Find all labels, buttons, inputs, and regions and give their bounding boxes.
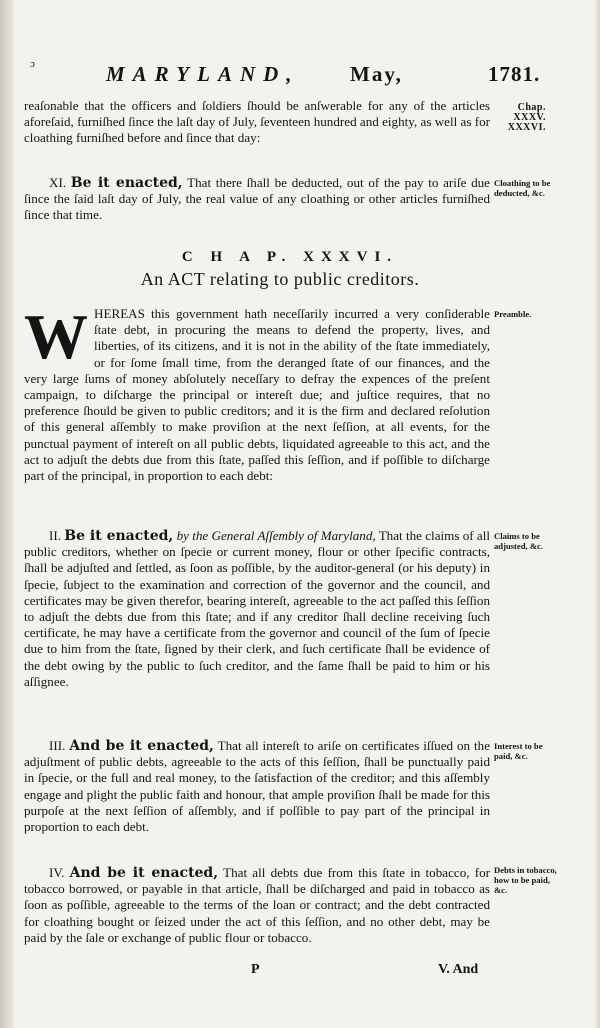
section-iii (24, 738, 490, 835)
section-number: IV. (49, 865, 65, 880)
enacting-authority: by the General Aſſembly of Maryland, (176, 528, 376, 543)
section-text: That the claims of all public creditors, whether on ſpecie or current money, flour or other ſpecific contracts, ſhall be adjuſted and ſettled, as ſoon as poſſible, by the auditor-general (or his deputy) in ſpecie, ſubject to the examination and correction of the governor and the council, and certificates may be given therefor, bearing intereſt, agreeable to the act paſſed this ſeſſion to adjuſt the debts due from this ſtate; and if any creditor ſhall decline receiving ſuch certificate, he may have a certificate from the governor and council of the ſum of ſpecie due to him from the ſtate, ſigned by their clerk, and ſuch certificate ſhall be evidence of the debt owing by the public to ſuch creditor, and the ſame ſhall be paid to him or his aſſignee. (24, 528, 490, 689)
enacting-clause: Be it enacted, (64, 528, 174, 544)
section-number: II. (49, 528, 61, 543)
continuation-paragraph: reaſonable that the officers and ſoldiers ſhould be anſwerable for any of the articles aforeſaid, furniſhed ſince the laſt day of July, ſeventeen hundred and eighty, as well as for cloathing furniſhed before and ſince that day: (24, 98, 490, 146)
header-state: MARYLAND, (106, 62, 300, 86)
section-number: III. (49, 738, 66, 753)
section-xi (24, 175, 490, 224)
margin-note-interest: Interest to be paid, &c. (494, 741, 543, 761)
section-text: That there ſhall be deducted, out of the pay to ariſe due ſince the ſaid laſt day of July, the real value of any cloathing or other articles furniſhed ſince that time. (24, 175, 490, 223)
enacting-clause: And be it enacted, (69, 865, 219, 881)
page-gutter-shadow (0, 0, 14, 1028)
catchword: V. And (438, 962, 479, 977)
preamble-paragraph (24, 301, 490, 484)
running-header (106, 62, 574, 88)
header-month: May, (350, 62, 403, 86)
page-edge (594, 0, 600, 1028)
signature-mark: P (251, 962, 260, 977)
enacting-clause: Be it enacted, (70, 175, 183, 191)
drop-cap: W (24, 301, 88, 372)
enacting-clause: And be it enacted, (69, 738, 214, 754)
margin-note-clothing: Cloathing to be deducted, &c. (494, 178, 551, 198)
act-title: An ACT relating to public creditors. (140, 269, 420, 289)
stray-mark: ɔ (30, 58, 35, 70)
margin-note-preamble: Preamble. (494, 309, 532, 319)
preamble-text: HEREAS this government hath neceſſarily incurred a very conſiderable ſtate debt, in procuring the means to defend the property, lives, and liberties, of its citizens, and it is not in the ability of the ſtate immediately, or for ſome ſmall time, from the deranged ſtate of our finances, and the very large ſums of money abſolutely neceſſary to defray the expences of the preſent campaign, to diſcharge the principal or intereſt due; and juſtice requires, that no preference ſhould be given to public creditors; and it is the firm and declared reſolution of this general aſſembly to make proviſion at the next ſeſſion, at all events, for the punctual payment of intereſt on all public debts, liquidated agreeable to this act, and the act to adjuſt the debts due from this ſtate, paſſed this ſeſſion, and if poſſible to diſcharge part of the principal, in proportion to each debt: (24, 306, 490, 484)
header-year: 1781. (488, 62, 541, 86)
margin-note-debts: Debts in tobacco, how to be paid, &c. (494, 865, 557, 895)
margin-note-claims: Claims to be adjusted, &c. (494, 531, 543, 551)
section-ii (24, 528, 490, 690)
margin-note-chapters: Chap. XXXV. XXXVI. (507, 102, 546, 133)
chapter-heading: C H A P. XXXVI. (181, 249, 399, 265)
section-iv (24, 865, 490, 946)
section-number: XI. (49, 175, 67, 190)
section-text: That all debts due from this ſtate in tobacco, for tobacco borrowed, or payable in that article, ſhall be diſcharged and paid in tobacco as ſoon as poſſible, agreeable to the terms of the loan or contract; and the debt contracted for cloathing bought or ſeized under the act of this ſeſſion, and no other debt, may be paid by the ſale or exchange of public flour or tobacco. (24, 865, 490, 945)
section-text: That all intereſt to ariſe on certificates iſſued on the adjuſtment of public debts, agreeable to the acts of this ſeſſion, ſhall be punctually paid in ſpecie, or the full and real money, to the ſatisfaction of the creditor; and this aſſembly engage and plight the public faith and honour, that ample proviſion ſhall be made for this purpoſe at the next ſeſſion of aſſembly, and if poſſible to pay part of the principal in proportion to each debt. (24, 738, 491, 835)
